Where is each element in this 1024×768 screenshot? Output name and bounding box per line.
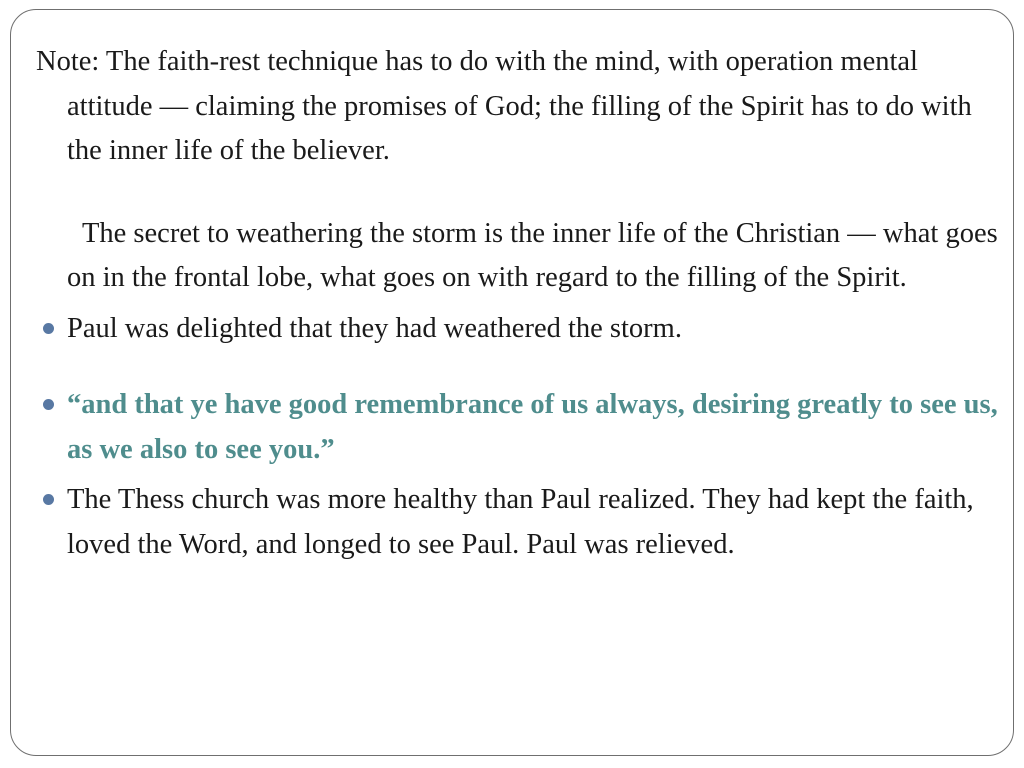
bullet-item-paul-delighted <box>36 307 998 352</box>
bullet-text: The Thess church was more healthy than Paul realized. They had kept the faith, loved the Word, and longed to see Paul. Paul was relieved. <box>67 484 974 560</box>
scripture-quote-text: “and that ye have good remembrance of us always, desiring greatly to see us, as we also to see you.” <box>67 389 998 465</box>
bullet-dot-icon <box>43 494 54 505</box>
secret-paragraph: The secret to weathering the storm is the inner life of the Christian — what goes on in the frontal lobe, what goes on with regard to the filling of the Spirit. <box>67 217 998 293</box>
bullet-item-scripture-quote <box>36 383 998 472</box>
paragraph-spacer <box>36 351 998 383</box>
bullet-dot-icon <box>43 399 54 410</box>
bullet-item-thess-church <box>36 478 998 567</box>
bullet-text: Paul was delighted that they had weathered the storm. <box>67 312 682 344</box>
bullet-dot-icon <box>43 323 54 334</box>
slide-content <box>36 40 998 567</box>
note-paragraph: Note: The faith-rest technique has to do with the mind, with operation mental attitude — claiming the promises of God; the filling of the Spirit has to do with the inner life of the believer. <box>36 46 972 166</box>
paragraph-spacer <box>36 174 998 212</box>
